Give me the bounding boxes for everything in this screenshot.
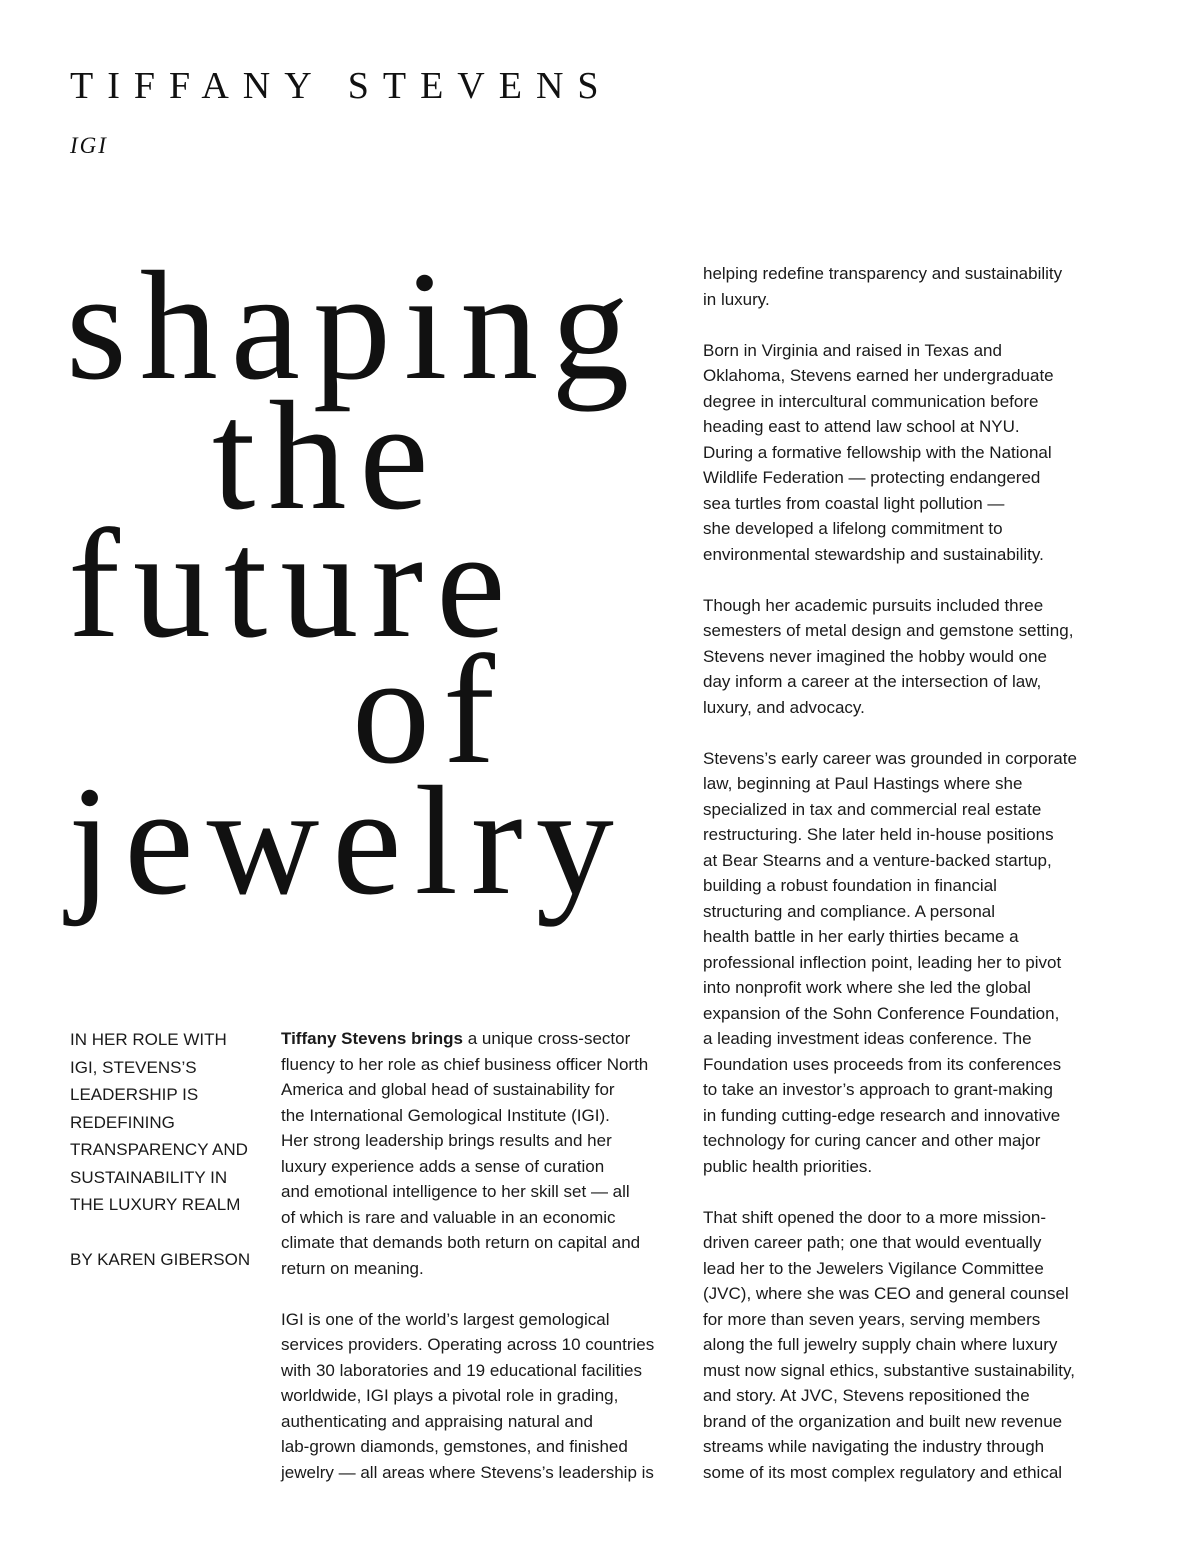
- headline-line: shaping: [66, 239, 643, 412]
- lead-in-text: Tiffany Stevens brings: [281, 1029, 464, 1048]
- body-paragraph: Though her academic pursuits included three semesters of metal design and gemstone setting, Stevens never imagined the hobby would one day inform a career at the intersection of law, luxury, and advocacy.: [703, 595, 1074, 717]
- body-paragraph: That shift opened the door to a more mission- driven career path; one that would eventually lead her to the Jewelers Vigilance Committee (JVC), where she was CEO and general counsel for more than seven years, serving members along the full jewelry supply chain where luxury must now signal ethics, substantive sustainability, and story. At JVC, Stevens repositioned the brand of the organization and built new revenue streams while navigating the industry through some of its most complex regulatory and ethical: [703, 1207, 1075, 1482]
- headline-line: jewelry: [68, 754, 627, 927]
- headline-line: of: [352, 623, 508, 796]
- organization-label: IGI: [70, 133, 108, 158]
- body-paragraph: Born in Virginia and raised in Texas and Oklahoma, Stevens earned her undergraduate degree in intercultural communication before heading east to attend law school at NYU. During a formative fellowship with the National Wildlife Federation — protecting endangered sea turtles from coastal light pollution — she developed a lifelong commitment to environmental stewardship and sustainability.: [703, 340, 1054, 564]
- article-sidebar: [70, 1026, 260, 1273]
- body-column-right: [703, 261, 1103, 1511]
- byline: BY KAREN GIBERSON: [70, 1249, 251, 1269]
- body-paragraph: helping redefine transparency and sustainability in luxury.: [703, 264, 1063, 309]
- paragraph-text: a unique cross-sector fluency to her role as chief business officer North America and global head of sustainability for the International Gemological Institute (IGI). Her strong leadership brings results and her luxury experience adds a sense of curation and emotional intelligence to her skill set — all of which is rare and valuable in an economic climate that demands both return on capital and return on meaning.: [281, 1029, 649, 1278]
- headline-line: the: [212, 369, 442, 542]
- headline-line: future: [68, 497, 519, 670]
- body-paragraph: Stevens’s early career was grounded in corporate law, beginning at Paul Hastings where she specialized in tax and commercial real estate restructuring. She later held in-house positions at Bear Stearns and a venture-backed startup, building a robust foundation in financial structuring and compliance. A personal health battle in her early thirties became a professional inflection point, leading her to pivot into nonprofit work where she led the global expansion of the Sohn Conference Foundation, a leading investment ideas conference. The Foundation uses proceeds from its conferences to take an investor’s approach to grant-making in funding cutting-edge research and innovative technology for curing cancer and other major public health priorities.: [703, 748, 1077, 1176]
- article-deck: IN HER ROLE WITH IGI, STEVENS’S LEADERSHIP IS REDEFINING TRANSPARENCY AND SUSTAINABILITY IN THE LUXURY REALM: [70, 1030, 248, 1214]
- body-column-middle: [281, 1026, 681, 1511]
- body-paragraph: IGI is one of the world’s largest gemological services providers. Operating across 10 countries with 30 laboratories and 19 educational facilities worldwide, IGI plays a pivotal role in grading, authenticating and appraising natural and lab-grown diamonds, gemstones, and finished jewelry — all areas where Stevens’s leadership is: [281, 1309, 655, 1482]
- author-name: TIFFANY STEVENS: [70, 65, 613, 107]
- body-paragraph: [281, 1026, 681, 1281]
